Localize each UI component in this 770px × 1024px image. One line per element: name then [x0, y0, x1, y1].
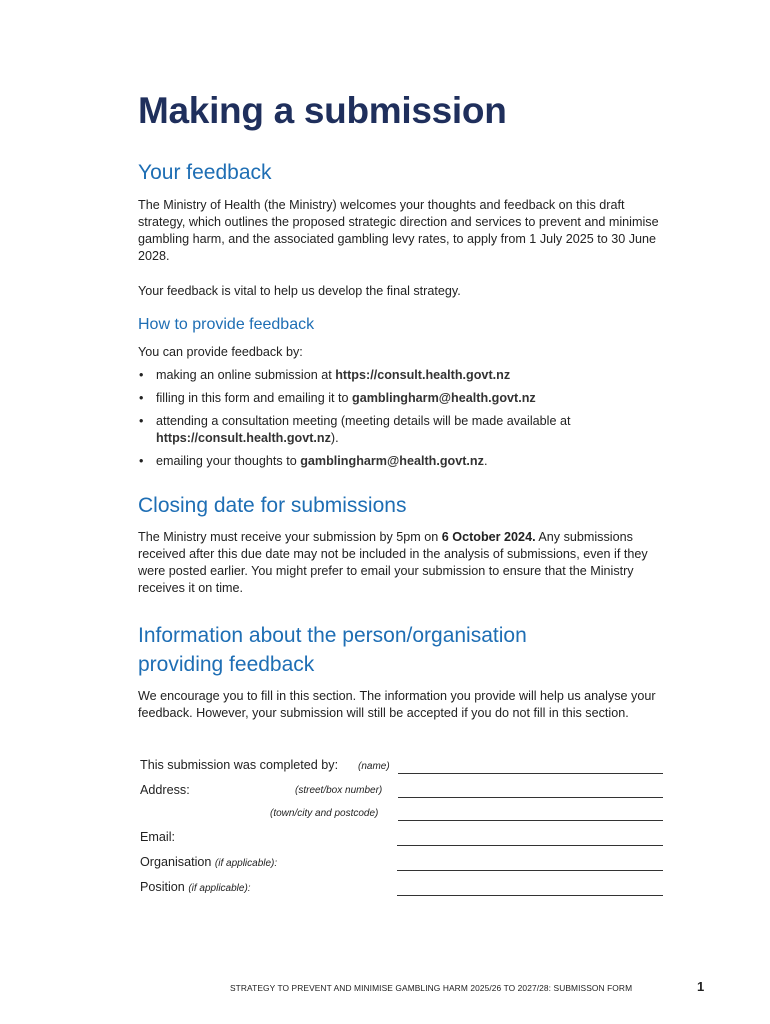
- closing-date-heading: Closing date for submissions: [138, 494, 407, 517]
- list-item-text: .: [483, 454, 488, 468]
- street-hint: (street/box number): [295, 785, 383, 796]
- name-hint: (name): [358, 761, 390, 772]
- your-feedback-paragraph: The Ministry of Health (the Ministry) welcomes your thoughts and feedback on this draft strategy, which outlines the proposed strategic direction and services to prevent and minimise gambling harm, and the associated gambling levy rates, to apply from 1 July 2025 to 30 June 2028.: [138, 198, 659, 263]
- organisation-field[interactable]: [397, 870, 663, 871]
- footer-text: STRATEGY TO PREVENT AND MINIMISE GAMBLING HARM 2025/26 TO 2027/28: SUBMISSON FORM: [230, 983, 633, 993]
- town-field[interactable]: [398, 820, 663, 821]
- address-label: Address:: [140, 783, 190, 797]
- list-item: [138, 367, 663, 384]
- email-label: Email:: [140, 830, 175, 844]
- completed-by-row: [140, 758, 338, 772]
- page-title: Making a submission: [138, 90, 507, 131]
- closing-date-paragraph: [138, 529, 663, 597]
- street-field[interactable]: [398, 797, 663, 798]
- organisation-hint: (if applicable):: [214, 858, 278, 869]
- list-item-text: emailing your thoughts to: [156, 454, 301, 468]
- organisation-row: [140, 855, 277, 869]
- list-item: [138, 453, 663, 470]
- list-item-text: making an online submission at: [156, 368, 336, 382]
- info-heading-line: Information about the person/organisation: [138, 624, 527, 647]
- list-item: [138, 413, 663, 447]
- info-heading: [138, 621, 527, 679]
- organisation-label: Organisation: [140, 855, 212, 869]
- list-item-text: filling in this form and emailing it to: [156, 391, 352, 405]
- list-item: [138, 390, 663, 407]
- info-heading-line: providing feedback: [138, 653, 315, 676]
- how-to-intro: You can provide feedback by:: [138, 345, 303, 359]
- your-feedback-heading: Your feedback: [138, 161, 272, 184]
- feedback-methods-list: [138, 367, 663, 476]
- completed-by-label: This submission was completed by:: [140, 758, 339, 772]
- closing-text: The Ministry must receive your submission by 5pm on: [138, 530, 442, 544]
- email-link[interactable]: gamblingharm@health.govt.nz: [352, 391, 536, 405]
- info-paragraph: We encourage you to fill in this section. The information you provide will help us analyse your feedback. However, your submission will still be accepted if you do not fill in this section.: [138, 689, 656, 720]
- page-number: 1: [697, 979, 705, 994]
- closing-text: Any submissions received after this due date may not be included in the analysis of submissions, even if they were posted earlier. You might prefer to email your submission to ensure that the Ministry receives it on time.: [138, 530, 648, 595]
- name-field[interactable]: [398, 773, 663, 774]
- position-hint: (if applicable):: [188, 883, 251, 894]
- position-label: Position: [140, 880, 185, 894]
- position-row: [140, 880, 251, 894]
- email-field[interactable]: [397, 845, 663, 846]
- feedback-vital-paragraph: Your feedback is vital to help us develop the final strategy.: [138, 284, 461, 298]
- consult-link[interactable]: https://consult.health.govt.nz: [335, 368, 511, 382]
- how-to-provide-heading: How to provide feedback: [138, 316, 315, 333]
- town-hint: (town/city and postcode): [270, 808, 379, 819]
- consult-link[interactable]: https://consult.health.govt.nz: [156, 431, 331, 445]
- list-item-text: attending a consultation meeting (meeting details will be made available at: [156, 414, 571, 428]
- closing-date: 6 October 2024.: [441, 530, 536, 544]
- position-field[interactable]: [397, 895, 663, 896]
- email-link[interactable]: gamblingharm@health.govt.nz: [300, 454, 484, 468]
- list-item-text: ).: [330, 431, 339, 445]
